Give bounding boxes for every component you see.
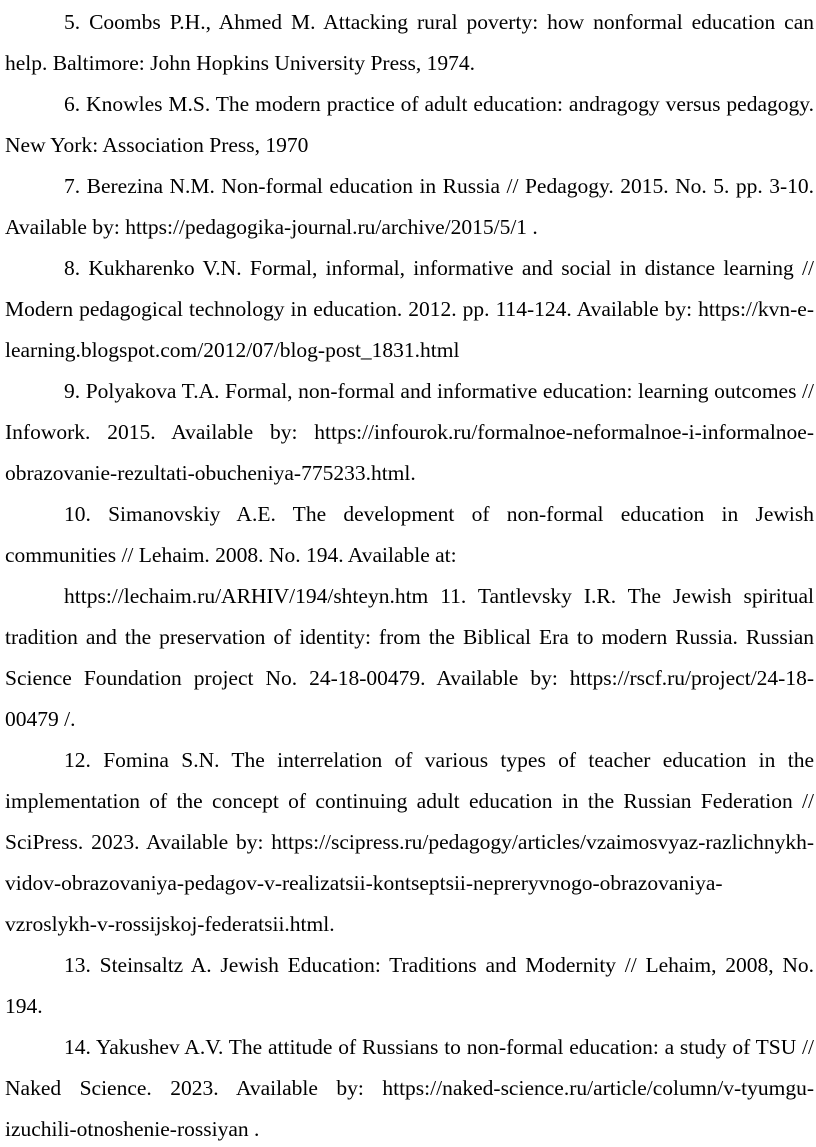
reference-item-10: 10. Simanovskiy A.E. The development of non-formal education in Jewish communities // Lehaim. 2008. No. 194. Available at: <box>5 502 814 567</box>
reference-item-5: 5. Coombs P.H., Ahmed M. Attacking rural poverty: how nonformal education can help. Baltimore: John Hopkins University Press, 1974. <box>5 10 814 75</box>
reference-item-11: https://lechaim.ru/ARHIV/194/shteyn.htm 11. Tantlevsky I.R. The Jewish spiritual tradition and the preservation of identity: from the Biblical Era to modern Russia. Russian Science Foundation project No. 24-18-00479. Available by: https://rscf.ru/project/24-18-00479 /. <box>5 584 814 731</box>
reference-item-8: 8. Kukharenko V.N. Formal, informal, informative and social in distance learning // Modern pedagogical technology in education. 2012. pp. 114-124. Available by: https://kvn-e-learning.blogspot.com/2012/07/blog-post_1831.html <box>5 256 814 362</box>
reference-item-12: 12. Fomina S.N. The interrelation of various types of teacher education in the implementation of the concept of continuing adult education in the Russian Federation // SciPress. 2023. Available by: https://scipress.ru/pedagogy/articles/vzaimosvyaz-razlichnykh-vidov-obrazovaniya-pedagov-v-realizatsii-kontseptsii-nepreryvnogo-obrazovaniya-vzroslykh-v-rossijskoj-federatsii.html. <box>5 748 814 936</box>
reference-item-7: 7. Berezina N.M. Non-formal education in Russia // Pedagogy. 2015. No. 5. pp. 3-10. Available by: https://pedagogika-journal.ru/archive/2015/5/1 . <box>5 174 814 239</box>
reference-item-9: 9. Polyakova T.A. Formal, non-formal and informative education: learning outcomes // Infowork. 2015. Available by: https://infourok.ru/formalnoe-neformalnoe-i-informalnoe-obrazovanie-rezultati-obucheniya-775233.html. <box>5 379 814 485</box>
reference-item-6: 6. Knowles M.S. The modern practice of adult education: andragogy versus pedagogy. New York: Association Press, 1970 <box>5 92 814 157</box>
reference-item-13: 13. Steinsaltz A. Jewish Education: Traditions and Modernity // Lehaim, 2008, No. 194. <box>5 953 814 1018</box>
reference-item-14: 14. Yakushev A.V. The attitude of Russians to non-formal education: a study of TSU // Naked Science. 2023. Available by: https://naked-science.ru/article/column/v-tyumgu-izuchili-otnoshenie-rossiyan . <box>5 1035 814 1141</box>
